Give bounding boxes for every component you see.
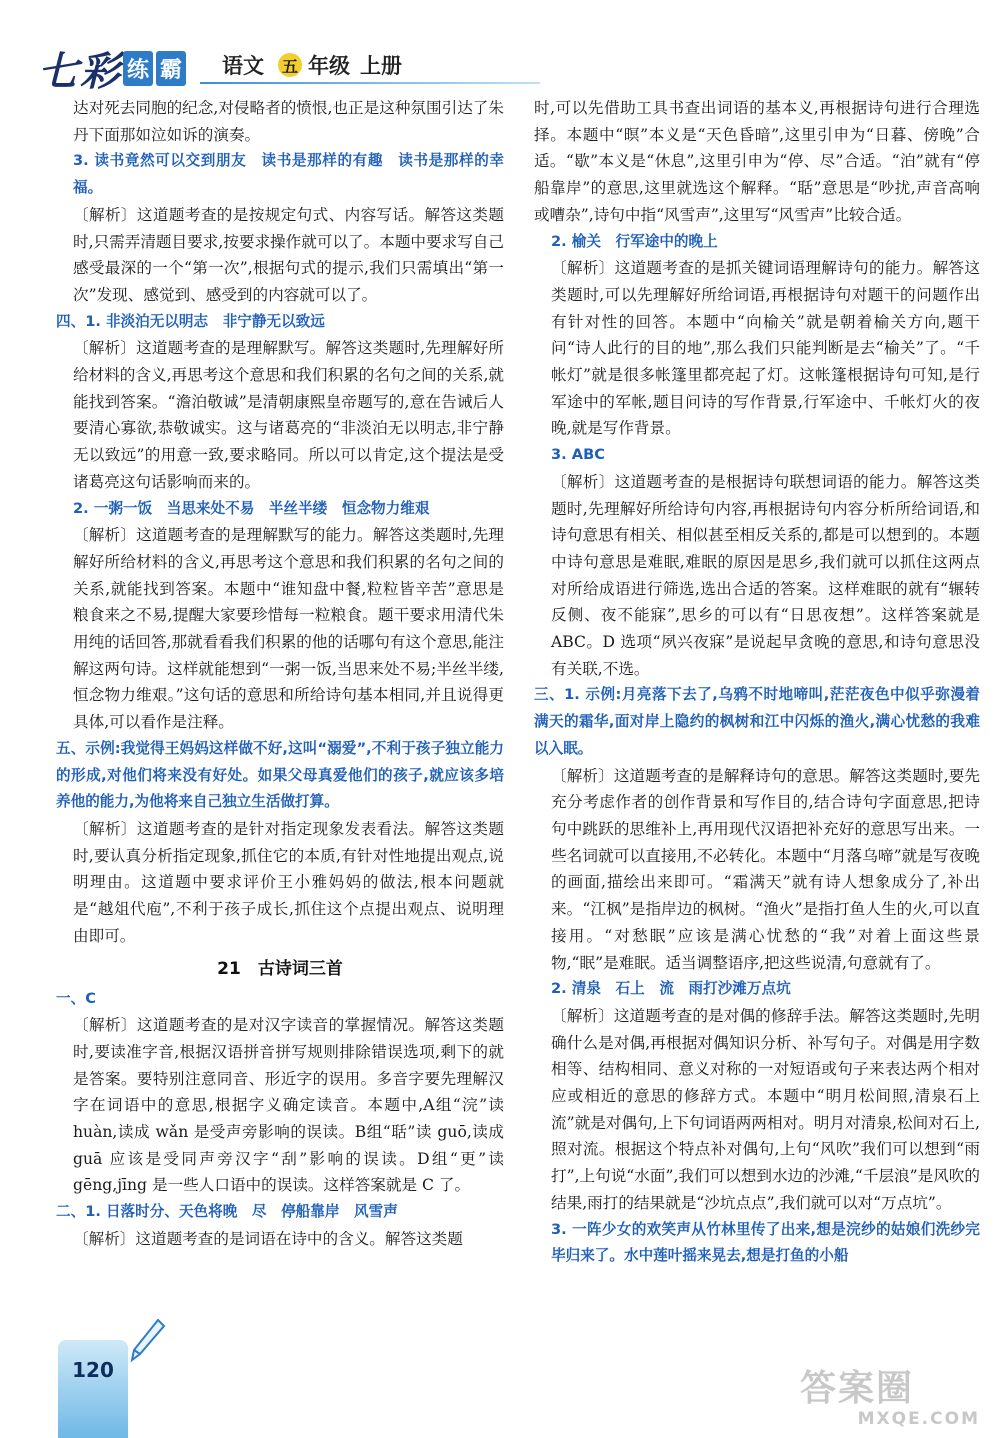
left-column <box>56 95 504 1253</box>
answer-line: 3. ABC <box>551 446 605 464</box>
answer-line: 二、1. 日落时分、天色将晚 尽 停船靠岸 风雪声 <box>56 1203 398 1221</box>
subject-name: 语文 <box>222 54 264 78</box>
explanation-paragraph: 〔解析〕这道题考查的是理解默写的能力。解答这类题时,先理解好所给材料的含义,再思考这个意思和我们积累的名句之间的关系,就能找到答案。本题中“谁知盘中餐,粒粒皆辛苦”意思是粮食来之不易,提醒大家要珍惜每一粒粮食。题干要求用清代朱用纯的话回答,那就看看我们积累的他的话哪句有这个意思,能注解这两句诗。这样就能想到“一粥一饭,当思来处不易;半丝半缕,恒念物力维艰。”这句话的意思和所给诗句基本相同,并且说得更具体,可以看作是注释。 <box>73 526 504 732</box>
answer-line: 2. 一粥一饭 当思来处不易 半丝半缕 恒念物力维艰 <box>73 499 430 517</box>
explanation-paragraph: 〔解析〕这道题考查的是词语在诗中的含义。解答这类题 <box>73 1229 463 1248</box>
explanation-paragraph: 〔解析〕这道题考查的是针对指定现象发表看法。解答这类题时,要认真分析指定现象,抓住它的本质,有针对性地提出观点,说明理由。这道题中要求评价王小雅妈妈的做法,根本问题就是“越俎代庖”,不利于孩子成长,抓住这个点提出观点、说明理由即可。 <box>73 819 504 945</box>
explanation-paragraph: 〔解析〕这道题考查的是按规定句式、内容写话。解答这类题时,只需弄清题目要求,按要求操作就可以了。本题中要求写自己感受最深的一个“第一次”,根据句式的提示,我们只需填出“第一次”发现、感觉到、感受到的内容就可以了。 <box>73 205 504 304</box>
explanation-paragraph: 〔解析〕这道题考查的是理解默写。解答这类题时,先理解好所给材料的含义,再思考这个意思和我们积累的名句之间的关系,就能找到答案。“澹泊敬诚”是清朝康熙皇帝题写的,意在告诫后人要清心寡欲,恭敬诚实。这与诸葛亮的“非淡泊无以明志,非宁静无以致远”的用意一致,要求略同。所以可以肯定,这个提法是受诸葛亮这句话影响而来的。 <box>73 339 504 491</box>
explanation-paragraph: 〔解析〕这道题考查的是对偶的修辞手法。解答这类题时,先明确什么是对偶,再根据对偶知识分析、补写句子。对偶是用字数相等、结构相同、意义对称的一对短语或句子来表达两个相对应或相近的意思的修辞方式。本题中“明月松间照,清泉石上流”就是对偶句,上下句词语两两相对。明月对清泉,松间对石上,照对流。根据这个特点补对偶句,上句“风吹”我们可以想到“雨打”,上句说“水面”,我们可以想到水边的沙滩,“千层浪”是风吹的结果,雨打的结果就是“沙坑点点”,我们就可以对“万点坑”。 <box>551 1006 980 1212</box>
logo-char-lian: 练 <box>123 51 153 86</box>
grade-number-badge: 五 <box>278 53 302 77</box>
pencil-icon <box>128 1316 168 1364</box>
right-column <box>534 95 980 1270</box>
answer-line: 五、示例:我觉得王妈妈这样做不好,这叫“溺爱”,不利于孩子独立能力的形成,对他们将来没有好处。如果父母真爱他们的孩子,就应该多培养他的能力,为他将来自己独立生活做打算。 <box>56 739 504 811</box>
explanation-paragraph: 〔解析〕这道题考查的是对汉字读音的掌握情况。解答这类题时,要读准字音,根据汉语拼音拼写规则排除错误选项,剩下的就是答案。要特别注意同音、形近字的误用。多音字要先理解汉字在词语中的意思,根据字义确定读音。本题中,A组“浣”读 huàn,读成 wǎn 是受声旁影响的误读。B组“聒”读 guō,读成 guā 应该是受同声旁汉字“刮”影响的误读。D组“更”读 gēng,jīng 是一些人口语中的误读。这样答案就是 C 了。 <box>73 1016 504 1195</box>
logo-char-ba: 霸 <box>156 51 186 86</box>
answer-line: 四、1. 非淡泊无以明志 非宁静无以致远 <box>56 312 325 330</box>
page-number: 120 <box>72 1358 114 1382</box>
answer-line: 2. 清泉 石上 流 雨打沙滩万点坑 <box>551 980 791 998</box>
grade-label: 年级 <box>308 54 350 78</box>
explanation-paragraph: 达对死去同胞的纪念,对侵略者的愤恨,也正是这种氛围引达了朱丹下面那如泣如诉的演奏。 <box>73 99 504 144</box>
explanation-paragraph: 〔解析〕这道题考查的是抓关键词语理解诗句的能力。解答这类题时,可以先理解好所给词语,再根据诗句对题干的问题作出有针对性的回答。本题中“向榆关”就是朝着榆关方向,题干问“诗人此行的目的地”,那么我们只能判断是去“榆关”了。“千帐灯”就是很多帐篷里都亮起了灯。这帐篷根据诗句可知,是行军途中的军帐,题目问诗的写作背景,行军途中、千帐灯火的夜晚,就是写作背景。 <box>551 259 980 438</box>
answer-line: 3. 一阵少女的欢笑声从竹林里传了出来,想是浣纱的姑娘们洗纱完毕归来了。水中莲叶摇来晃去,想是打鱼的小船 <box>551 1220 980 1265</box>
explanation-paragraph: 时,可以先借助工具书查出词语的基本义,再根据诗句进行合理选择。本题中“暝”本义是“天色昏暗”,这里引申为“日暮、傍晚”合适。“歇”本义是“休息”,这里引申为“停、尽”合适。“泊”就有“停船靠岸”的意思,这里就选这个解释。“聒”意思是“吵扰,声音高响或嘈杂”,诗句中指“风雪声”,这里写“风雪声”比较合适。 <box>534 99 980 224</box>
lesson-title: 21 古诗词三首 <box>217 958 343 979</box>
answer-line: 3. 读书竟然可以交到朋友 读书是那样的有趣 读书是那样的幸福。 <box>73 152 504 197</box>
watermark-url: MXQE.COM <box>857 1409 980 1429</box>
answer-line: 2. 榆关 行军途中的晚上 <box>551 232 718 250</box>
answer-line: 三、1. 示例:月亮落下去了,乌鸦不时地啼叫,茫茫夜色中似乎弥漫着满天的霜华,面对岸上隐约的枫树和江中闪烁的渔火,满心忧愁的我难以入眠。 <box>534 686 980 757</box>
answer-line: 一、C <box>56 989 96 1007</box>
term-label: 上册 <box>360 54 402 78</box>
explanation-paragraph: 〔解析〕这道题考查的是根据诗句联想词语的能力。解答这类题时,先理解好所给诗句内容,再根据诗句内容分析所给词语,和诗句意思有相关、相似甚至相反关系的,都是可以想到的。本题中诗句意思是难眠,难眠的原因是思乡,我们就可以抓住这两点对所给成语进行筛选,选出合适的答案。这样难眠的就有“辗转反侧、夜不能寐”,思乡的可以有“日思夜想”。这样答案就是 ABC。D 选项“夙兴夜寐”是说起早贪晚的意思,和诗句意思没有关联,不选。 <box>551 472 980 678</box>
logo-char-cai: 彩 <box>80 49 120 95</box>
explanation-paragraph: 〔解析〕这道题考查的是解释诗句的意思。解答这类题时,要先充分考虑作者的创作背景和写作目的,结合诗句字面意思,把诗句中跳跃的思维补上,再用现代汉语把补充好的意思写出来。一些名词就可以直接用,不必转化。本题中“月落乌啼”就是写夜晚的画面,描绘出来即可。“霜满天”就有诗人想象成分了,补出来。“江枫”是指岸边的枫树。“渔火”是指打鱼人生的火,可以直接用。“对愁眠”应该是满心忧愁的“我”对着上面这些景物,“眠”是难眠。适当调整语序,把这些说清,句意就有了。 <box>551 766 980 972</box>
header-divider <box>200 82 540 84</box>
watermark <box>800 1360 990 1436</box>
logo-char-qi: 七 <box>38 49 78 95</box>
page-number-tab <box>58 1340 128 1438</box>
page-header <box>0 0 1000 95</box>
series-logo <box>38 40 186 97</box>
watermark-logo-text: 答案圈 <box>800 1368 915 1409</box>
subject-label <box>222 50 402 80</box>
